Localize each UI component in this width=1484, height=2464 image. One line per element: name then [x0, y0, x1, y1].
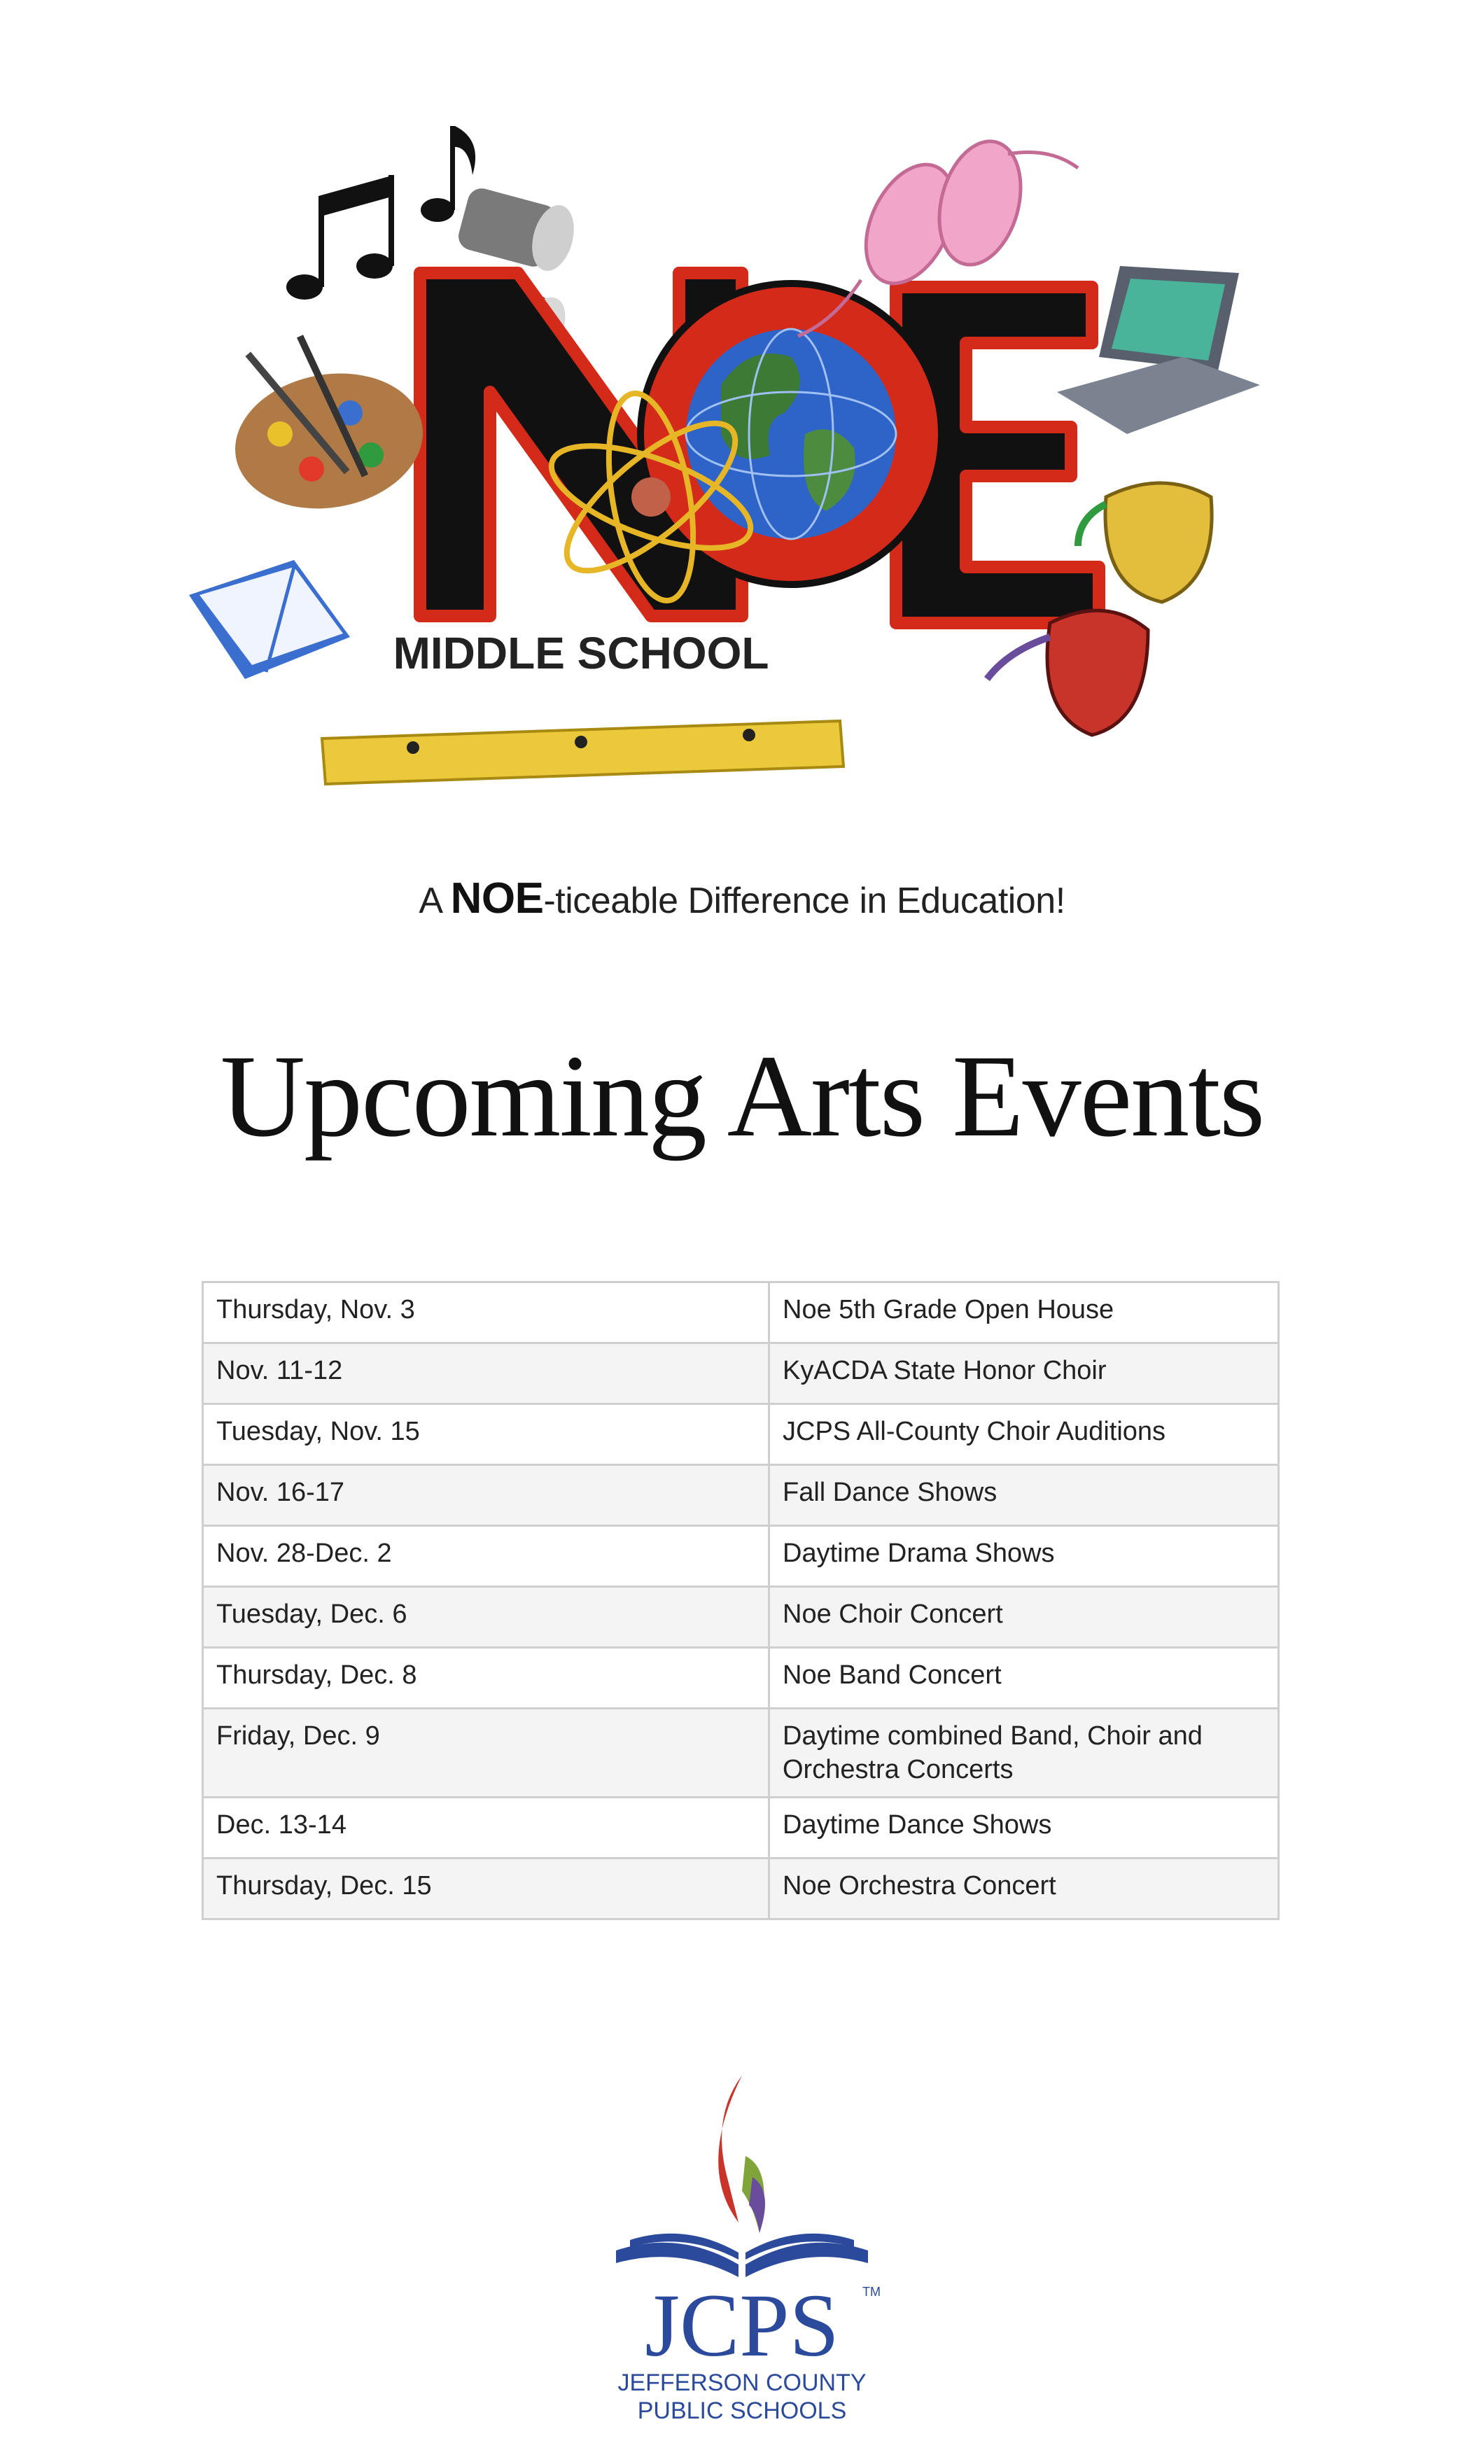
event-name: Daytime Dance Shows: [769, 1798, 1279, 1858]
jcps-letters: JCPS: [645, 2276, 839, 2375]
school-motto: [0, 874, 1484, 923]
open-book-icon: [189, 560, 350, 679]
event-name: Noe Band Concert: [769, 1648, 1279, 1709]
event-name: Noe 5th Grade Open House: [769, 1282, 1279, 1343]
event-name: Noe Orchestra Concert: [769, 1858, 1279, 1919]
table-row: [203, 1858, 1279, 1919]
event-name: Daytime Drama Shows: [769, 1526, 1279, 1587]
logo-subtitle: MIDDLE SCHOOL: [393, 628, 769, 678]
event-date: Dec. 13-14: [203, 1798, 769, 1858]
logo-letter-o-globe: [640, 284, 941, 584]
table-row: [203, 1343, 1279, 1404]
ruler-icon: [322, 721, 844, 784]
event-date: Thursday, Dec. 8: [203, 1648, 769, 1709]
jcps-line-1: JEFFERSON COUNTY: [617, 2370, 867, 2396]
event-date: Nov. 11-12: [203, 1343, 769, 1404]
open-book-icon: [616, 2234, 868, 2277]
event-date: Thursday, Nov. 3: [203, 1282, 769, 1343]
event-date: Nov. 28-Dec. 2: [203, 1526, 769, 1587]
event-name: Fall Dance Shows: [769, 1465, 1279, 1526]
event-date: Nov. 16-17: [203, 1465, 769, 1526]
flame-icon: [718, 2076, 765, 2233]
jcps-trademark: TM: [862, 2285, 881, 2299]
table-row: [203, 1587, 1279, 1648]
event-name: Noe Choir Concert: [769, 1587, 1279, 1648]
table-row: [203, 1648, 1279, 1709]
table-row: [203, 1798, 1279, 1858]
events-table: [202, 1281, 1280, 1920]
event-date: Thursday, Dec. 15: [203, 1858, 769, 1919]
event-date: Tuesday, Dec. 6: [203, 1587, 769, 1648]
motto-prefix: A: [419, 881, 451, 921]
event-name: Daytime combined Band, Choir and Orchestra Concerts: [769, 1709, 1279, 1798]
table-row: [203, 1282, 1279, 1343]
jcps-line-2: PUBLIC SCHOOLS: [637, 2398, 847, 2424]
table-row: [203, 1526, 1279, 1587]
motto-emphasis: NOE: [450, 874, 544, 923]
table-row: [203, 1465, 1279, 1526]
table-row: [203, 1404, 1279, 1465]
event-date: Friday, Dec. 9: [203, 1709, 769, 1798]
page-title: Upcoming Arts Events: [220, 1031, 1264, 1161]
paint-palette-icon: [225, 335, 434, 523]
noe-middle-school-logo: [189, 105, 1295, 875]
table-row: [203, 1709, 1279, 1798]
event-name: JCPS All-County Choir Auditions: [769, 1404, 1279, 1465]
event-date: Tuesday, Nov. 15: [203, 1404, 769, 1465]
motto-suffix: -ticeable Difference in Education!: [543, 881, 1065, 921]
jcps-logo: [602, 2072, 882, 2436]
event-name: KyACDA State Honor Choir: [769, 1343, 1279, 1404]
